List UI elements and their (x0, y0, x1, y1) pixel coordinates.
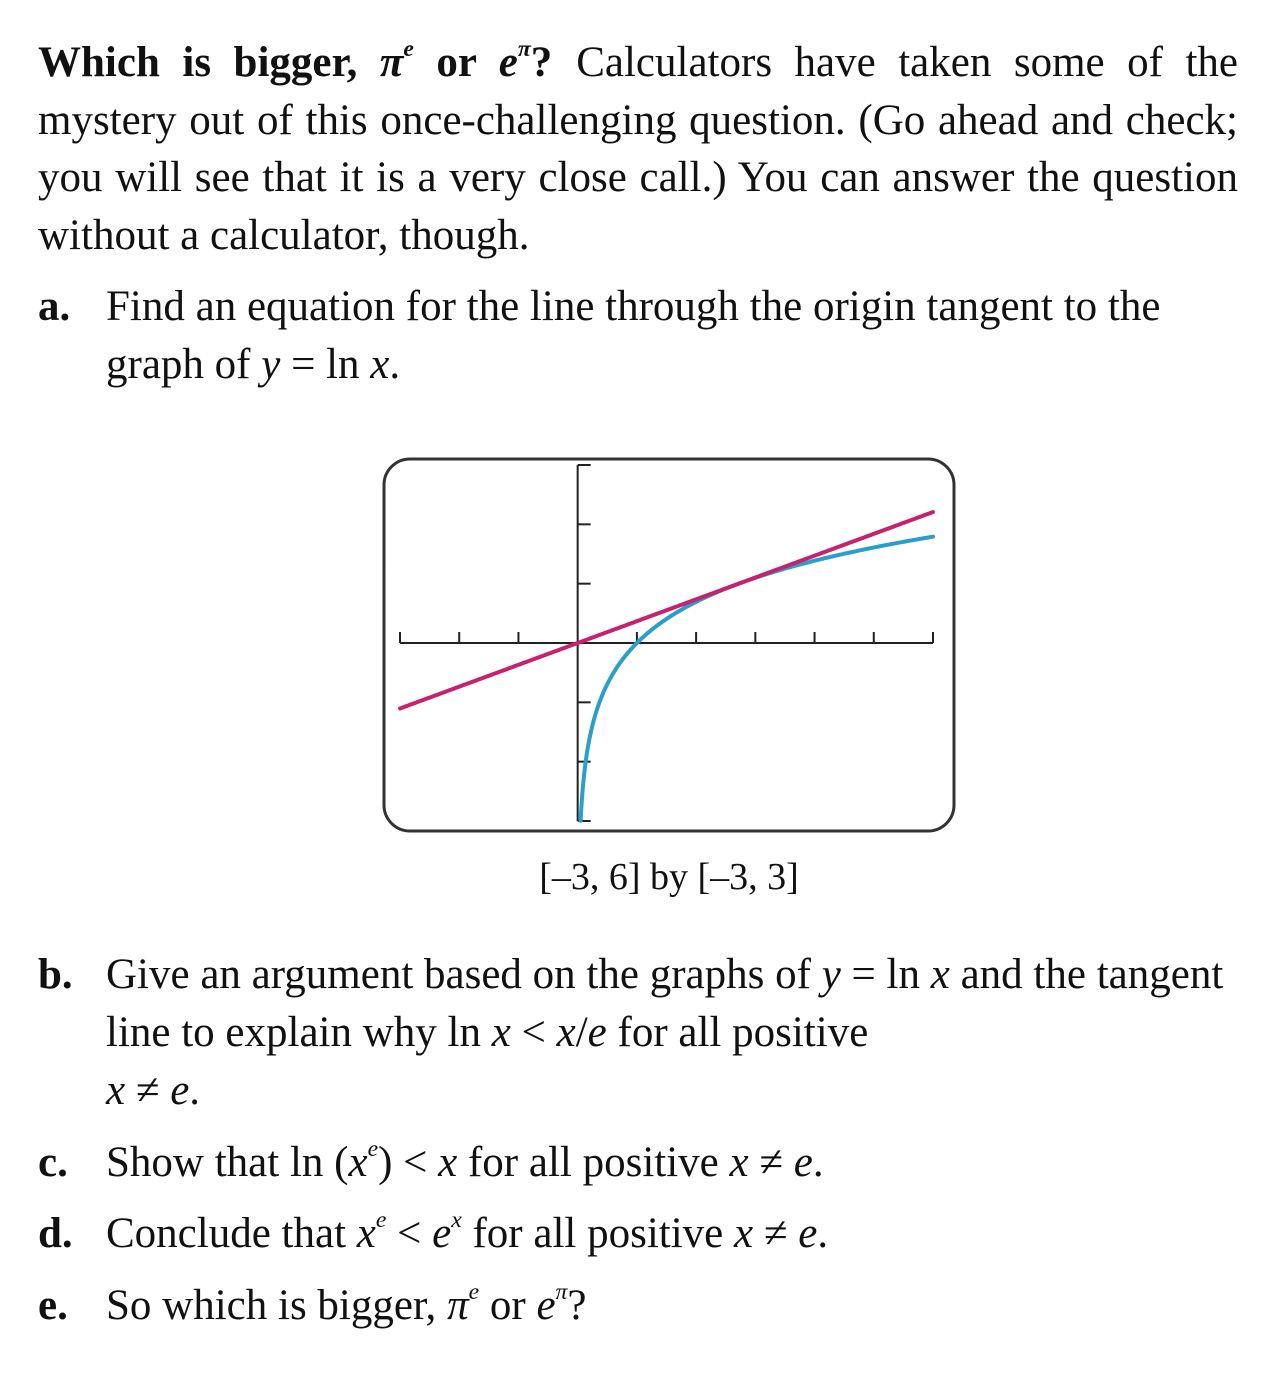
graph-caption: [–3, 6] by [–3, 3] (539, 856, 799, 898)
intro-paragraph (38, 34, 1238, 264)
graph-frame (384, 459, 954, 831)
part-b-text: Give an argument based on the graphs of y = ln x and the tangent line to explain why ln x < x/e for all positive x ≠ e. (106, 951, 1224, 1114)
part-d-text: Conclude that $x^e < e^x$ for all positive x ≠ e. (106, 1206, 829, 1257)
part-d-label: d. (38, 1210, 73, 1257)
part-e-text: So which is bigger, $\pi^e$ or $e^\pi$? (106, 1278, 587, 1329)
intro-text: Calculators have taken some of the mystery out of this once-challenging question. (Go ahead and check; you will see that it is a very close call.) You can answer the question without a calculator, though. (38, 39, 1238, 259)
part-c-label: c. (38, 1139, 68, 1186)
part-a-text: Find an equation for the line through the origin tangent to the graph of y = ln x. (106, 283, 1161, 388)
part-b-label: b. (38, 951, 73, 998)
intro-lead: Which is bigger, $\pi^e$ or $e^\pi$? (38, 35, 553, 86)
part-e-label: e. (38, 1282, 68, 1329)
part-a (38, 278, 1238, 394)
part-c (38, 1134, 1238, 1192)
part-b (38, 946, 1238, 1120)
part-c-text: Show that $\ln (x^e) < x$ for all positive x ≠ e. (106, 1135, 824, 1186)
part-e (38, 1277, 1238, 1335)
part-a-label: a. (38, 283, 71, 330)
calculator-graph (380, 455, 958, 837)
part-d (38, 1205, 1238, 1263)
